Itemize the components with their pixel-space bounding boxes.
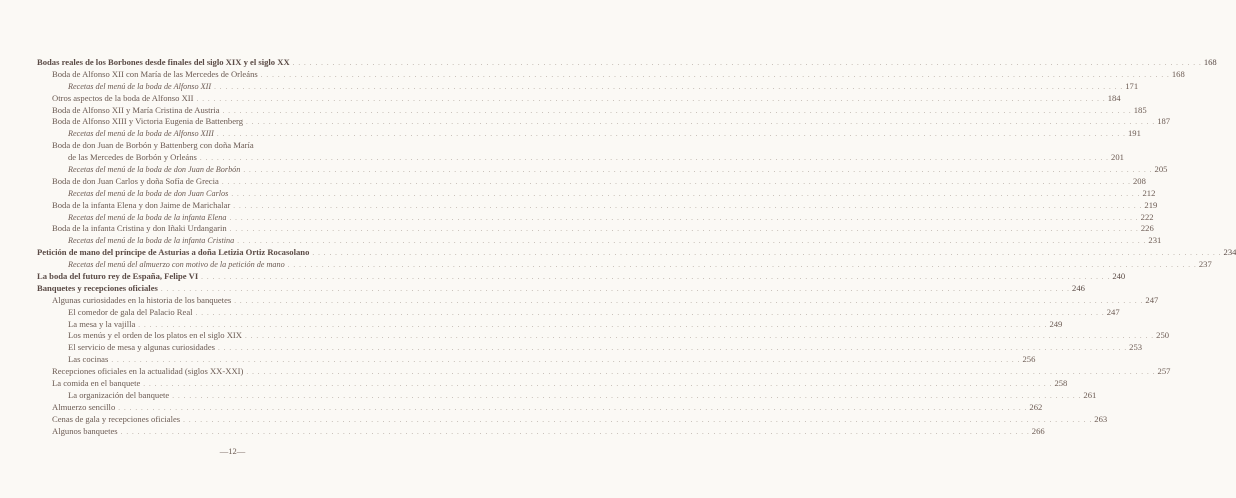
toc-entry-title: Algunas curiosidades en la historia de los banquetes bbox=[52, 294, 232, 305]
toc-entry-title: Algunos banquetes bbox=[52, 425, 118, 436]
dot-leader: . . . . . . . . . . . . . . . . . . . . . . . . . . . . . . . . . . . . . . . . . . . . . . . . . . . . . . . . . . . . . . . . . . . . . . . . . . . . . . . . . . . . . . . . . . . . . . . . . . . . . . . . . . . . . . . . . . . . . . . . . . . . . . . . . . . . . . . . . . . . . . . . . . . . . . . . . . . . . . . . bbox=[229, 225, 1139, 234]
toc-entry-page: 261 bbox=[1083, 389, 1097, 400]
dot-leader: . . . . . . . . . . . . . . . . . . . . . . . . . . . . . . . . . . . . . . . . . . . . . . . . . . . . . . . . . . . . . . . . . . . . . . . . . . . . . . . . . . . . . . . . . . . . . . . . . . . . . . . . . . . . . . . . . . . . . . . . . . . . . . . . . . . . . . . . . . . . . . . . . . . . . . . . . . . . . . . . bbox=[245, 332, 1155, 341]
toc-entry-title: Boda de la infanta Elena y don Jaime de Marichalar bbox=[52, 199, 231, 210]
toc-entry-title: Banquetes y recepciones oficiales bbox=[37, 282, 158, 293]
toc-entry[interactable] bbox=[37, 104, 1147, 117]
dot-leader: . . . . . . . . . . . . . . . . . . . . . . . . . . . . . . . . . . . . . . . . . . . . . . . . . . . . . . . . . . . . . . . . . . . . . . . . . . . . . . . . . . . . . . . . . . . . . . . . . . . . . . . . . . . . . . . . . . . . . . . . . . . . . . . . . . . . . . . . . . . . . . . . . . . . . . . . . . . . . . . . bbox=[111, 356, 1021, 365]
toc-entry[interactable] bbox=[37, 57, 1217, 69]
toc-entry[interactable] bbox=[37, 223, 1154, 235]
toc-entry-page: 249 bbox=[1049, 318, 1063, 329]
toc-entry[interactable] bbox=[37, 389, 1097, 402]
dot-leader: . . . . . . . . . . . . . . . . . . . . . . . . . . . . . . . . . . . . . . . . . . . . . . . . . . . . . . . . . . . . . . . . . . . . . . . . . . . . . . . . . . . . . . . . . . . . . . . . . . . . . . . . . . . . . . . . . . . . . . . . . . . . . . . . . . . . . . . . . . . . . . . . . . . . . . . . . . . . . . . . bbox=[196, 94, 1106, 103]
toc-entry-page: 171 bbox=[1125, 80, 1139, 91]
toc-entry-title: Recepciones oficiales en la actualidad (siglos XX-XXI) bbox=[52, 366, 244, 377]
toc-entry-page: 258 bbox=[1054, 378, 1068, 389]
toc-entry-page: 208 bbox=[1132, 175, 1146, 186]
toc-entry[interactable] bbox=[37, 330, 1170, 342]
toc-entry-title: Boda de Alfonso XII con María de las Mercedes de Orleáns bbox=[52, 68, 258, 79]
toc-entry[interactable] bbox=[37, 164, 1168, 176]
table-of-contents bbox=[37, 57, 1236, 438]
toc-entry[interactable] bbox=[37, 187, 1156, 200]
dot-leader: . . . . . . . . . . . . . . . . . . . . . . . . . . . . . . . . . . . . . . . . . . . . . . . . . . . . . . . . . . . . . . . . . . . . . . . . . . . . . . . . . . . . . . . . . . . . . . . . . . . . . . . . . . . . . . . . . . . . . . . . . . . . . . . . . . . . . . . . . . . . . . . . . . . . . . . . . . . . . . . . bbox=[120, 427, 1030, 436]
toc-entry-page: 257 bbox=[1157, 366, 1171, 377]
toc-entry-page: 184 bbox=[1107, 92, 1121, 103]
dot-leader: . . . . . . . . . . . . . . . . . . . . . . . . . . . . . . . . . . . . . . . . . . . . . . . . . . . . . . . . . . . . . . . . . . . . . . . . . . . . . . . . . . . . . . . . . . . . . . . . . . . . . . . . . . . . . . . . . . . . . . . . . . . . . . . . . . . . . . . . . . . . . . . . . . . . . . . . . . . . . . . . bbox=[195, 308, 1105, 317]
dot-leader: . . . . . . . . . . . . . . . . . . . . . . . . . . . . . . . . . . . . . . . . . . . . . . . . . . . . . . . . . . . . . . . . . . . . . . . . . . . . . . . . . . . . . . . . . . . . . . . . . . . . . . . . . . . . . . . . . . . . . . . . . . . . . . . . . . . . . . . . . . . . . . . . . . . . . . . . . . . . . . . . bbox=[183, 415, 1093, 424]
toc-entry-title: Boda de don Juan de Borbón y Battenberg con doña María bbox=[52, 140, 254, 151]
toc-entry-page: 234 bbox=[1223, 247, 1236, 258]
dot-leader: . . . . . . . . . . . . . . . . . . . . . . . . . . . . . . . . . . . . . . . . . . . . . . . . . . . . . . . . . . . . . . . . . . . . . . . . . . . . . . . . . . . . . . . . . . . . . . . . . . . . . . . . . . . . . . . . . . . . . . . . . . . . . . . . . . . . . . . . . . . . . . . . . . . . . . . . . . . . . . . . bbox=[221, 177, 1131, 186]
toc-entry-title: La organización del banquete bbox=[68, 389, 170, 400]
toc-entry-page: 212 bbox=[1142, 187, 1156, 198]
toc-entry-title: Recetas del menú de la boda de don Juan de Borbón bbox=[68, 165, 241, 175]
toc-entry-page: 185 bbox=[1133, 104, 1147, 115]
toc-entry-title: La mesa y la vajilla bbox=[68, 318, 136, 329]
toc-entry[interactable] bbox=[37, 175, 1146, 188]
toc-entry-title: Recetas del menú de la boda de la infanta Cristina bbox=[68, 236, 235, 246]
dot-leader: . . . . . . . . . . . . . . . . . . . . . . . . . . . . . . . . . . . . . . . . . . . . . . . . . . . . . . . . . . . . . . . . . . . . . . . . . . . . . . . . . . . . . . . . . . . . . . . . . . . . . . . . . . . . . . . . . . . . . . . . . . . . . . . . . . . . . . . . . . . . . . . . . . . . . . . . . . . . . . . . bbox=[237, 237, 1147, 246]
toc-entry-page: 219 bbox=[1144, 199, 1158, 210]
toc-entry[interactable] bbox=[37, 271, 1126, 283]
toc-entry-page: 262 bbox=[1029, 401, 1043, 412]
toc-entry-page: 168 bbox=[1203, 57, 1217, 67]
toc-entry-page: 237 bbox=[1198, 259, 1212, 270]
toc-entry-page: 201 bbox=[1111, 152, 1124, 163]
toc-entry-title: de las Mercedes de Borbón y Orleáns bbox=[68, 152, 197, 163]
toc-entry[interactable] bbox=[37, 199, 1158, 212]
toc-entry-title: Bodas reales de los Borbones desde finales del siglo XIX y el siglo XX bbox=[37, 57, 290, 67]
toc-entry-title: Petición de mano del príncipe de Asturias a doña Letizia Ortiz Rocasolano bbox=[37, 247, 310, 258]
toc-entry-page: 247 bbox=[1145, 294, 1159, 305]
toc-entry-page: 168 bbox=[1171, 68, 1185, 79]
dot-leader: . . . . . . . . . . . . . . . . . . . . . . . . . . . . . . . . . . . . . . . . . . . . . . . . . . . . . . . . . . . . . . . . . . . . . . . . . . . . . . . . . . . . . . . . . . . . . . . . . . . . . . . . . . . . . . . . . . . . . . . . . . . . . . . . . . . . . . . . . . . . . . . . . . . . . . . . . . . . . . . . bbox=[243, 166, 1153, 175]
dot-leader: . . . . . . . . . . . . . . . . . . . . . . . . . . . . . . . . . . . . . . . . . . . . . . . . . . . . . . . . . . . . . . . . . . . . . . . . . . . . . . . . . . . . . . . . . . . . . . . . . . . . . . . . . . . . . . . . . . . . . . . . . . . . . . . . . . . . . . . . . . . . . . . . . . . . . . . . . . . . . . . . bbox=[234, 296, 1144, 305]
toc-entry-title: Recetas del menú del almuerzo con motivo de la petición de mano bbox=[68, 260, 285, 270]
dot-leader: . . . . . . . . . . . . . . . . . . . . . . . . . . . . . . . . . . . . . . . . . . . . . . . . . . . . . . . . . . . . . . . . . . . . . . . . . . . . . . . . . . . . . . . . . . . . . . . . . . . . . . . . . . . . . . . . . . . . . . . . . . . . . . . . . . . . . . . . . . . . . . . . . . . . . . . . . . . . . . . . bbox=[218, 344, 1128, 353]
toc-entry-page: 226 bbox=[1140, 223, 1154, 234]
toc-entry-title: Los menús y el orden de los platos en el siglo XIX bbox=[68, 330, 242, 341]
toc-entry-page: 266 bbox=[1031, 425, 1045, 436]
dot-leader: . . . . . . . . . . . . . . . . . . . . . . . . . . . . . . . . . . . . . . . . . . . . . . . . . . . . . . . . . . . . . . . . . . . . . . . . . . . . . . . . . . . . . . . . . . . . . . . . . . . . . . . . . . . . . . . . . . . . . . . . . . . . . . . . . . . . . . . . . . . . . . . . . . . . . . . . . . . . . . . . bbox=[199, 154, 1110, 163]
toc-entry[interactable] bbox=[37, 306, 1120, 319]
dot-leader: . . . . . . . . . . . . . . . . . . . . . . . . . . . . . . . . . . . . . . . . . . . . . . . . . . . . . . . . . . . . . . . . . . . . . . . . . . . . . . . . . . . . . . . . . . . . . . . . . . . . . . . . . . . . . . . . . . . . . . . . . . . . . . . . . . . . . . . . . . . . . . . . . . . . . . . . . . . . . . . . bbox=[143, 380, 1053, 389]
toc-entry-title: La boda del futuro rey de España, Felipe VI bbox=[37, 271, 199, 282]
toc-entry[interactable] bbox=[37, 92, 1121, 105]
dot-leader: . . . . . . . . . . . . . . . . . . . . . . . . . . . . . . . . . . . . . . . . . . . . . . . . . . . . . . . . . . . . . . . . . . . . . . . . . . . . . . . . . . . . . . . . . . . . . . . . . . . . . . . . . . . . . . . . . . . . . . . . . . . . . . . . . . . . . . . . . . . . . . . . . . . . . . . . . . . . . . . . bbox=[312, 249, 1222, 258]
toc-entry[interactable] bbox=[37, 80, 1139, 93]
toc-entry-page: 253 bbox=[1129, 342, 1143, 353]
dot-leader: . . . . . . . . . . . . . . . . . . . . . . . . . . . . . . . . . . . . . . . . . . . . . . . . . . . . . . . . . . . . . . . . . . . . . . . . . . . . . . . . . . . . . . . . . . . . . . . . . . . . . . . . . . . . . . . . . . . . . . . . . . . . . . . . . . . . . . . . . . . . . . . . . . . . . . . . . . . . . . . . bbox=[233, 201, 1143, 210]
toc-entry-page: 246 bbox=[1072, 282, 1085, 293]
toc-entry-title: Recetas del menú de la boda de don Juan Carlos bbox=[68, 188, 229, 198]
toc-entry-title: Boda de Alfonso XIII y Victoria Eugenia de Battenberg bbox=[52, 116, 244, 127]
toc-entry-page: 231 bbox=[1148, 235, 1162, 246]
toc-entry-page: 263 bbox=[1094, 413, 1108, 424]
dot-leader: . . . . . . . . . . . . . . . . . . . . . . . . . . . . . . . . . . . . . . . . . . . . . . . . . . . . . . . . . . . . . . . . . . . . . . . . . . . . . . . . . . . . . . . . . . . . . . . . . . . . . . . . . . . . . . . . . . . . . . . . . . . . . . . . . . . . . . . . . . . . . . . . . . . . . . . . . . . . . . . . bbox=[222, 106, 1132, 115]
toc-entry-title: Boda de Alfonso XII y María Cristina de Austria bbox=[52, 104, 220, 115]
toc-entry[interactable] bbox=[37, 401, 1043, 414]
toc-entry-title: Recetas del menú de la boda de Alfonso XIII bbox=[68, 129, 214, 139]
toc-entry-title: El servicio de mesa y algunas curiosidades bbox=[68, 342, 216, 353]
dot-leader: . . . . . . . . . . . . . . . . . . . . . . . . . . . . . . . . . . . . . . . . . . . . . . . . . . . . . . . . . . . . . . . . . . . . . . . . . . . . . . . . . . . . . . . . . . . . . . . . . . . . . . . . . . . . . . . . . . . . . . . . . . . . . . . . . . . . . . . . . . . . . . . . . . . . . . . . . . . . . . . . bbox=[292, 59, 1202, 67]
toc-entry[interactable] bbox=[37, 378, 1068, 390]
toc-entry-title: El comedor de gala del Palacio Real bbox=[68, 306, 193, 317]
toc-entry-page: 187 bbox=[1157, 116, 1171, 127]
dot-leader: . . . . . . . . . . . . . . . . . . . . . . . . . . . . . . . . . . . . . . . . . . . . . . . . . . . . . . . . . . . . . . . . . . . . . . . . . . . . . . . . . . . . . . . . . . . . . . . . . . . . . . . . . . . . . . . . . . . . . . . . . . . . . . . . . . . . . . . . . . . . . . . . . . . . . . . . . . . . . . . . bbox=[287, 261, 1197, 270]
toc-entry-title: Cenas de gala y recepciones oficiales bbox=[52, 413, 181, 424]
dot-leader: . . . . . . . . . . . . . . . . . . . . . . . . . . . . . . . . . . . . . . . . . . . . . . . . . . . . . . . . . . . . . . . . . . . . . . . . . . . . . . . . . . . . . . . . . . . . . . . . . . . . . . . . . . . . . . . . . . . . . . . . . . . . . . . . . . . . . . . . . . . . . . . . . . . . . . . . . . . . . . . . bbox=[246, 118, 1156, 127]
toc-entry-page: 256 bbox=[1022, 354, 1036, 365]
toc-entry-page: 250 bbox=[1156, 330, 1170, 341]
toc-entry[interactable] bbox=[37, 116, 1171, 128]
toc-entry[interactable] bbox=[37, 318, 1063, 331]
toc-entry[interactable] bbox=[37, 211, 1154, 224]
toc-entry-title: Las cocinas bbox=[68, 354, 109, 365]
toc-entry[interactable] bbox=[37, 413, 1108, 426]
dot-leader: . . . . . . . . . . . . . . . . . . . . . . . . . . . . . . . . . . . . . . . . . . . . . . . . . . . . . . . . . . . . . . . . . . . . . . . . . . . . . . . . . . . . . . . . . . . . . . . . . . . . . . . . . . . . . . . . . . . . . . . . . . . . . . . . . . . . . . . . . . . . . . . . . . . . . . . . . . . . . . . . bbox=[201, 273, 1111, 282]
toc-entry[interactable] bbox=[37, 68, 1185, 81]
dot-leader: . . . . . . . . . . . . . . . . . . . . . . . . . . . . . . . . . . . . . . . . . . . . . . . . . . . . . . . . . . . . . . . . . . . . . . . . . . . . . . . . . . . . . . . . . . . . . . . . . . . . . . . . . . . . . . . . . . . . . . . . . . . . . . . . . . . . . . . . . . . . . . . . . . . . . . . . . . . . . . . . bbox=[231, 189, 1141, 198]
toc-entry[interactable] bbox=[37, 282, 1085, 295]
toc-entry-title: Boda de don Juan Carlos y doña Sofía de Grecia bbox=[52, 175, 219, 186]
toc-entry-title: La comida en el banquete bbox=[52, 378, 141, 389]
dot-leader: . . . . . . . . . . . . . . . . . . . . . . . . . . . . . . . . . . . . . . . . . . . . . . . . . . . . . . . . . . . . . . . . . . . . . . . . . . . . . . . . . . . . . . . . . . . . . . . . . . . . . . . . . . . . . . . . . . . . . . . . . . . . . . . . . . . . . . . . . . . . . . . . . . . . . . . . . . . . . . . . bbox=[160, 284, 1071, 293]
toc-entry[interactable] bbox=[37, 342, 1143, 354]
dot-leader: . . . . . . . . . . . . . . . . . . . . . . . . . . . . . . . . . . . . . . . . . . . . . . . . . . . . . . . . . . . . . . . . . . . . . . . . . . . . . . . . . . . . . . . . . . . . . . . . . . . . . . . . . . . . . . . . . . . . . . . . . . . . . . . . . . . . . . . . . . . . . . . . . . . . . . . . . . . . . . . . bbox=[118, 403, 1028, 412]
dot-leader: . . . . . . . . . . . . . . . . . . . . . . . . . . . . . . . . . . . . . . . . . . . . . . . . . . . . . . . . . . . . . . . . . . . . . . . . . . . . . . . . . . . . . . . . . . . . . . . . . . . . . . . . . . . . . . . . . . . . . . . . . . . . . . . . . . . . . . . . . . . . . . . . . . . . . . . . . . . . . . . . bbox=[260, 70, 1170, 79]
toc-entry-title: Recetas del menú de la boda de la infanta Elena bbox=[68, 212, 227, 222]
toc-entry-title: Otros aspectos de la boda de Alfonso XII bbox=[52, 92, 194, 103]
toc-entry[interactable] bbox=[37, 152, 1124, 164]
toc-entry-page: 247 bbox=[1106, 306, 1120, 317]
toc-entry-page: 191 bbox=[1127, 128, 1141, 139]
dot-leader: . . . . . . . . . . . . . . . . . . . . . . . . . . . . . . . . . . . . . . . . . . . . . . . . . . . . . . . . . . . . . . . . . . . . . . . . . . . . . . . . . . . . . . . . . . . . . . . . . . . . . . . . . . . . . . . . . . . . . . . . . . . . . . . . . . . . . . . . . . . . . . . . . . . . . . . . . . . . . . . . bbox=[138, 320, 1048, 329]
toc-entry-page: 205 bbox=[1154, 164, 1168, 175]
toc-entry[interactable] bbox=[37, 354, 1036, 366]
toc-entry[interactable] bbox=[37, 259, 1212, 271]
toc-entry[interactable] bbox=[37, 140, 431, 152]
dot-leader: . . . . . . . . . . . . . . . . . . . . . . . . . . . . . . . . . . . . . . . . . . . . . . . . . . . . . . . . . . . . . . . . . . . . . . . . . . . . . . . . . . . . . . . . . . . . . . . . . . . . . . . . . . . . . . . . . . . . . . . . . . . . . . . . . . . . . . . . . . . . . . . . . . . . . . . . . . . . . . . . bbox=[172, 391, 1082, 400]
page-number: —12— bbox=[219, 446, 246, 456]
toc-entry[interactable] bbox=[37, 128, 1141, 140]
toc-entry-title: Boda de la infanta Cristina y don Iñaki Urdangarin bbox=[52, 223, 227, 234]
toc-entry[interactable] bbox=[37, 425, 1045, 438]
toc-entry[interactable] bbox=[37, 247, 1236, 259]
dot-leader: . . . . . . . . . . . . . . . . . . . . . . . . . . . . . . . . . . . . . . . . . . . . . . . . . . . . . . . . . . . . . . . . . . . . . . . . . . . . . . . . . . . . . . . . . . . . . . . . . . . . . . . . . . . . . . . . . . . . . . . . . . . . . . . . . . . . . . . . . . . . . . . . . . . . . . . . . . . . . . . . bbox=[246, 368, 1156, 377]
toc-entry[interactable] bbox=[37, 366, 1171, 378]
dot-leader: . . . . . . . . . . . . . . . . . . . . . . . . . . . . . . . . . . . . . . . . . . . . . . . . . . . . . . . . . . . . . . . . . . . . . . . . . . . . . . . . . . . . . . . . . . . . . . . . . . . . . . . . . . . . . . . . . . . . . . . . . . . . . . . . . . . . . . . . . . . . . . . . . . . . . . . . . . . . . . . . bbox=[229, 213, 1139, 222]
toc-entry[interactable] bbox=[37, 294, 1159, 307]
toc-entry-page: 222 bbox=[1140, 211, 1154, 222]
dot-leader: . . . . . . . . . . . . . . . . . . . . . . . . . . . . . . . . . . . . . . . . . . . . . . . . . . . . . . . . . . . . . . . . . . . . . . . . . . . . . . . . . . . . . . . . . . . . . . . . . . . . . . . . . . . . . . . . . . . . . . . . . . . . . . . . . . . . . . . . . . . . . . . . . . . . . . . . . . . . . . . . bbox=[214, 82, 1124, 91]
toc-entry-title: Recetas del menú de la boda de Alfonso XII bbox=[68, 81, 212, 91]
toc-entry-page: 240 bbox=[1112, 271, 1126, 282]
toc-entry[interactable] bbox=[37, 235, 1162, 247]
toc-entry-title: Almuerzo sencillo bbox=[52, 401, 116, 412]
dot-leader: . . . . . . . . . . . . . . . . . . . . . . . . . . . . . . . . . . . . . . . . . . . . . . . . . . . . . . . . . . . . . . . . . . . . . . . . . . . . . . . . . . . . . . . . . . . . . . . . . . . . . . . . . . . . . . . . . . . . . . . . . . . . . . . . . . . . . . . . . . . . . . . . . . . . . . . . . . . . . . . . bbox=[216, 130, 1126, 139]
